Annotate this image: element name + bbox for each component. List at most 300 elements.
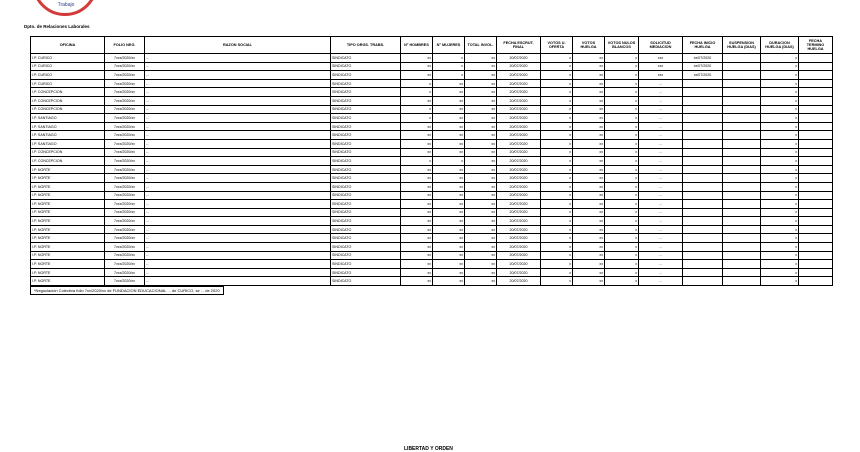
table-cell: xx <box>433 251 465 260</box>
table-cell: 7xxx/2020/xx <box>105 277 145 286</box>
table-cell: I.P. SANTIAGO <box>31 122 105 131</box>
table-cell: xx <box>465 234 497 243</box>
table-cell <box>799 71 833 80</box>
table-row <box>31 157 833 166</box>
table-cell: 20/07/2020 <box>497 234 541 243</box>
table-cell: x <box>541 96 573 105</box>
table-cell: xx <box>465 243 497 252</box>
table-cell: xxx <box>639 62 683 71</box>
table-cell <box>723 139 761 148</box>
table-cell: x <box>541 148 573 157</box>
table-cell: xx <box>433 243 465 252</box>
table-cell: I.P. NORTE <box>31 277 105 286</box>
table-cell: x <box>761 148 799 157</box>
table-cell: I.P. NORTE <box>31 251 105 260</box>
table-cell: x <box>761 191 799 200</box>
table-cell: ... <box>639 251 683 260</box>
table-cell: xx <box>401 165 433 174</box>
table-cell: x <box>605 208 639 217</box>
table-row <box>31 54 833 63</box>
table-cell <box>799 62 833 71</box>
table-cell: 20/07/2020 <box>497 114 541 123</box>
table-cell: xx <box>465 208 497 217</box>
table-cell: xx <box>465 217 497 226</box>
table-row <box>31 200 833 209</box>
table-row <box>31 105 833 114</box>
table-cell: ... <box>639 157 683 166</box>
table-cell: 7xxx/2020/xx <box>105 79 145 88</box>
table-cell: ... <box>145 71 331 80</box>
table-cell: ... <box>639 208 683 217</box>
table-cell: 7xxx/2020/xx <box>105 174 145 183</box>
table-cell: xx <box>433 165 465 174</box>
table-cell: 20/07/2020 <box>497 174 541 183</box>
table-cell: ... <box>145 208 331 217</box>
table-cell: SINDICATO <box>331 174 401 183</box>
page-footer: LIBERTAD Y ORDEN <box>404 446 453 452</box>
table-cell: I.P. SANTIAGO <box>31 114 105 123</box>
table-cell: SINDICATO <box>331 88 401 97</box>
table-cell: xx/07/2020 <box>683 62 723 71</box>
table-cell: xx <box>401 225 433 234</box>
table-row <box>31 88 833 97</box>
table-cell: x <box>541 200 573 209</box>
table-cell: SINDICATO <box>331 191 401 200</box>
table-cell: x <box>541 71 573 80</box>
table-cell: x <box>605 96 639 105</box>
table-cell: 20/07/2020 <box>497 148 541 157</box>
table-cell: 7xxx/2020/xx <box>105 208 145 217</box>
table-cell: 7xxx/2020/xx <box>105 105 145 114</box>
table-cell: x <box>761 174 799 183</box>
table-cell: x <box>761 260 799 269</box>
table-cell <box>799 225 833 234</box>
table-cell <box>799 54 833 63</box>
table-cell: x <box>605 260 639 269</box>
table-cell: 7xxx/2020/xx <box>105 62 145 71</box>
table-cell <box>799 243 833 252</box>
table-cell: ... <box>145 217 331 226</box>
table-cell: 20/07/2020 <box>497 217 541 226</box>
table-cell: x <box>605 105 639 114</box>
table-row <box>31 148 833 157</box>
table-cell: x <box>761 88 799 97</box>
table-cell: x <box>541 114 573 123</box>
table-cell <box>723 165 761 174</box>
table-cell: xx <box>573 79 605 88</box>
table-cell <box>723 62 761 71</box>
table-cell: ... <box>145 268 331 277</box>
logo-line2: Trabajo <box>57 2 75 8</box>
table-cell: ... <box>639 114 683 123</box>
table-row <box>31 277 833 286</box>
table-cell: xx <box>433 182 465 191</box>
table-cell: x <box>541 88 573 97</box>
table-cell: xx <box>465 139 497 148</box>
table-cell <box>799 157 833 166</box>
table-cell: xx <box>573 268 605 277</box>
table-cell: x <box>605 122 639 131</box>
table-cell: ... <box>145 105 331 114</box>
table-cell: x <box>605 200 639 209</box>
table-row <box>31 268 833 277</box>
table-cell: xx/07/2020 <box>683 54 723 63</box>
table-row <box>31 260 833 269</box>
table-cell <box>723 131 761 140</box>
table-cell: x <box>761 54 799 63</box>
direccion-del-trabajo-logo <box>18 0 114 20</box>
table-cell: x <box>761 122 799 131</box>
table-cell: xx <box>573 131 605 140</box>
table-cell: ... <box>639 182 683 191</box>
table-cell: xx <box>573 182 605 191</box>
table-cell: x <box>605 88 639 97</box>
table-cell: x <box>761 234 799 243</box>
table-cell <box>723 148 761 157</box>
table-cell: ... <box>145 225 331 234</box>
table-cell: x <box>761 96 799 105</box>
table-cell: x <box>541 79 573 88</box>
table-row <box>31 79 833 88</box>
table-cell: x <box>761 217 799 226</box>
table-cell: SINDICATO <box>331 251 401 260</box>
table-cell: x <box>541 208 573 217</box>
table-cell: xx <box>433 268 465 277</box>
table-cell: 7xxx/2020/xx <box>105 200 145 209</box>
table-cell: SINDICATO <box>331 148 401 157</box>
table-cell: 7xxx/2020/xx <box>105 234 145 243</box>
table-cell: xx <box>465 122 497 131</box>
table-row <box>31 62 833 71</box>
table-cell <box>723 251 761 260</box>
table-cell: xx <box>465 165 497 174</box>
table-cell: ... <box>639 96 683 105</box>
column-header: N° MUJERES <box>433 37 465 54</box>
table-cell: I.P. NORTE <box>31 182 105 191</box>
table-cell: SINDICATO <box>331 122 401 131</box>
table-cell <box>683 157 723 166</box>
table-cell: ... <box>145 88 331 97</box>
table-cell: x <box>605 182 639 191</box>
table-cell: xx <box>433 122 465 131</box>
table-cell <box>799 217 833 226</box>
table-cell: xx <box>401 217 433 226</box>
table-cell: 7xxx/2020/xx <box>105 88 145 97</box>
table-cell: x <box>401 105 433 114</box>
table-cell: xx <box>465 54 497 63</box>
table-cell: xx <box>573 251 605 260</box>
table-cell: ... <box>145 200 331 209</box>
table-cell: x <box>401 157 433 166</box>
table-cell: SINDICATO <box>331 225 401 234</box>
column-header: SOLICITUD MEDIACION <box>639 37 683 54</box>
table-cell: xx <box>465 277 497 286</box>
table-cell: I.P. CURICO <box>31 71 105 80</box>
table-cell: 20/07/2020 <box>497 243 541 252</box>
table-cell: x <box>605 243 639 252</box>
table-header-row <box>31 37 833 54</box>
table-cell: SINDICATO <box>331 208 401 217</box>
table-cell: I.P. CONCEPCION <box>31 148 105 157</box>
table-cell: xx <box>573 96 605 105</box>
table-cell: SINDICATO <box>331 243 401 252</box>
table-cell <box>799 191 833 200</box>
table-cell: xx <box>401 260 433 269</box>
table-cell: 20/07/2020 <box>497 105 541 114</box>
department-title: Dpto. de Relaciones Laborales <box>24 24 90 29</box>
table-cell <box>723 225 761 234</box>
table-cell: xx <box>433 200 465 209</box>
table-cell: x <box>761 251 799 260</box>
table-cell: SINDICATO <box>331 157 401 166</box>
table-cell: I.P. NORTE <box>31 217 105 226</box>
table-cell: x <box>605 114 639 123</box>
table-cell: 20/07/2020 <box>497 96 541 105</box>
table-cell <box>683 79 723 88</box>
table-cell: ... <box>145 79 331 88</box>
table-cell: I.P. NORTE <box>31 208 105 217</box>
table-cell: x <box>605 62 639 71</box>
table-cell: x <box>541 174 573 183</box>
table-cell: 7xxx/2020/xx <box>105 182 145 191</box>
table-cell: xx <box>401 174 433 183</box>
table-cell: ... <box>145 182 331 191</box>
table-cell <box>683 114 723 123</box>
table-cell <box>683 182 723 191</box>
table-cell: 7xxx/2020/xx <box>105 165 145 174</box>
table-cell: ... <box>639 260 683 269</box>
table-cell: I.P. NORTE <box>31 234 105 243</box>
table-cell: 20/07/2020 <box>497 182 541 191</box>
table-cell: SINDICATO <box>331 217 401 226</box>
table-cell <box>683 105 723 114</box>
table-body <box>31 54 833 286</box>
table-cell: I.P. CONCEPCION <box>31 105 105 114</box>
table-cell <box>723 268 761 277</box>
table-cell <box>723 217 761 226</box>
table-cell: x <box>605 174 639 183</box>
table-cell: x <box>761 62 799 71</box>
table-cell: xx <box>433 225 465 234</box>
table-cell: xx <box>465 251 497 260</box>
table-cell: x <box>541 251 573 260</box>
column-header: OFICINA <box>31 37 105 54</box>
table-cell: ... <box>145 54 331 63</box>
table-cell: x <box>761 200 799 209</box>
column-header: FECHA TERMINO HUELGA <box>799 37 833 54</box>
table-cell <box>723 71 761 80</box>
table-cell: xx <box>433 148 465 157</box>
table-cell: x <box>541 139 573 148</box>
table-cell: xx <box>465 268 497 277</box>
table-cell <box>799 268 833 277</box>
table-cell <box>683 191 723 200</box>
table-cell <box>799 105 833 114</box>
table-cell <box>723 200 761 209</box>
table-cell: SINDICATO <box>331 139 401 148</box>
table-cell: SINDICATO <box>331 268 401 277</box>
table-cell <box>683 88 723 97</box>
table-cell: xx <box>433 131 465 140</box>
table-cell <box>683 122 723 131</box>
table-row <box>31 251 833 260</box>
table-cell: xx <box>573 122 605 131</box>
table-cell <box>799 234 833 243</box>
table-cell: xx <box>465 157 497 166</box>
table-cell: ... <box>639 165 683 174</box>
table-cell <box>723 191 761 200</box>
table-cell: I.P. CURICO <box>31 62 105 71</box>
table-cell: xx <box>401 200 433 209</box>
table-cell: ... <box>639 200 683 209</box>
table-cell: x <box>605 217 639 226</box>
table-cell: x <box>761 105 799 114</box>
table-cell: x <box>605 157 639 166</box>
table-cell: xx <box>401 208 433 217</box>
table-cell: x <box>541 234 573 243</box>
table-cell: 20/07/2020 <box>497 131 541 140</box>
table-cell: 7xxx/2020/xx <box>105 243 145 252</box>
table-cell <box>683 260 723 269</box>
table-cell: I.P. NORTE <box>31 200 105 209</box>
table-cell: ... <box>639 277 683 286</box>
table-cell: I.P. NORTE <box>31 165 105 174</box>
table-row <box>31 182 833 191</box>
table-cell: I.P. NORTE <box>31 243 105 252</box>
table-cell <box>799 260 833 269</box>
table-cell <box>799 96 833 105</box>
table-cell <box>683 165 723 174</box>
table-cell <box>799 251 833 260</box>
table-cell <box>799 148 833 157</box>
table-cell: ... <box>639 88 683 97</box>
table-cell: 20/07/2020 <box>497 62 541 71</box>
column-header: N° HOMBRES <box>401 37 433 54</box>
table-cell: 7xxx/2020/xx <box>105 54 145 63</box>
table-cell: 7xxx/2020/xx <box>105 251 145 260</box>
table-cell: xx <box>465 182 497 191</box>
table-cell: xx <box>573 217 605 226</box>
table-cell: 7xxx/2020/xx <box>105 191 145 200</box>
table-cell: x <box>761 277 799 286</box>
table-cell: x <box>761 268 799 277</box>
table-cell: xx <box>573 148 605 157</box>
table-cell: 20/07/2020 <box>497 200 541 209</box>
table-cell <box>683 243 723 252</box>
table-cell: ... <box>145 114 331 123</box>
table-cell: xx <box>401 122 433 131</box>
table-cell: x <box>541 260 573 269</box>
table-cell <box>799 174 833 183</box>
table-cell: 20/07/2020 <box>497 191 541 200</box>
table-cell: xx <box>465 200 497 209</box>
table-cell: I.P. CURICO <box>31 79 105 88</box>
table-cell: ... <box>145 260 331 269</box>
table-cell: xx <box>401 268 433 277</box>
table-cell: xx <box>573 277 605 286</box>
table-cell: I.P. CURICO <box>31 54 105 63</box>
table-cell: 7xxx/2020/xx <box>105 71 145 80</box>
table-cell: xx <box>573 71 605 80</box>
table-row <box>31 139 833 148</box>
table-cell <box>723 114 761 123</box>
table-cell: ... <box>639 79 683 88</box>
table-cell: ... <box>639 139 683 148</box>
table-cell <box>683 139 723 148</box>
table-cell: 20/07/2020 <box>497 277 541 286</box>
table-cell: ... <box>639 105 683 114</box>
table-cell: x <box>541 105 573 114</box>
table-cell: I.P. CONCEPCION <box>31 157 105 166</box>
table-cell: x <box>541 243 573 252</box>
table-cell: I.P. CONCEPCION <box>31 96 105 105</box>
table-cell <box>723 260 761 269</box>
table-cell: x <box>761 139 799 148</box>
column-header: TIPO ORGS. TRABS. <box>331 37 401 54</box>
table-cell: x <box>605 268 639 277</box>
table-cell: x <box>541 268 573 277</box>
table-cell: x <box>761 208 799 217</box>
table-cell: ... <box>639 225 683 234</box>
table-cell: ... <box>145 122 331 131</box>
table-cell: 7xxx/2020/xx <box>105 139 145 148</box>
column-header: FECHA INICIO HUELGA <box>683 37 723 54</box>
table-cell: xx <box>401 148 433 157</box>
table-cell: xx/07/2020 <box>683 71 723 80</box>
table-cell: xx <box>465 96 497 105</box>
table-cell <box>683 277 723 286</box>
table-cell <box>683 174 723 183</box>
table-cell: xx <box>573 174 605 183</box>
table-cell: xx <box>401 139 433 148</box>
table-cell: ... <box>145 243 331 252</box>
table-row <box>31 122 833 131</box>
table-cell: 7xxx/2020/xx <box>105 225 145 234</box>
table-cell: x <box>761 182 799 191</box>
table-cell: 7xxx/2020/xx <box>105 260 145 269</box>
table-cell: xx <box>573 62 605 71</box>
table-cell: I.P. SANTIAGO <box>31 139 105 148</box>
table-cell: xx <box>401 62 433 71</box>
table-cell: SINDICATO <box>331 71 401 80</box>
column-header: VOTOS NULOS BLANCOS <box>605 37 639 54</box>
table-cell: ... <box>145 139 331 148</box>
table-cell: SINDICATO <box>331 260 401 269</box>
table-cell: ... <box>145 62 331 71</box>
table-cell: x <box>605 71 639 80</box>
table-cell <box>799 139 833 148</box>
table-cell <box>723 79 761 88</box>
table-cell: 7xxx/2020/xx <box>105 131 145 140</box>
table-cell: 20/07/2020 <box>497 225 541 234</box>
table-cell: 20/07/2020 <box>497 260 541 269</box>
table-cell <box>723 96 761 105</box>
table-cell: x <box>541 182 573 191</box>
table-cell <box>723 88 761 97</box>
table-row <box>31 114 833 123</box>
table-cell: xx <box>401 251 433 260</box>
table-cell: xx <box>433 114 465 123</box>
table-cell: I.P. NORTE <box>31 191 105 200</box>
table-cell: xx <box>433 96 465 105</box>
table-cell: xx <box>433 260 465 269</box>
table-cell: ... <box>145 131 331 140</box>
table-cell <box>799 182 833 191</box>
table-cell: x <box>541 217 573 226</box>
table-cell <box>799 208 833 217</box>
table-cell: SINDICATO <box>331 62 401 71</box>
table-cell: x <box>605 191 639 200</box>
